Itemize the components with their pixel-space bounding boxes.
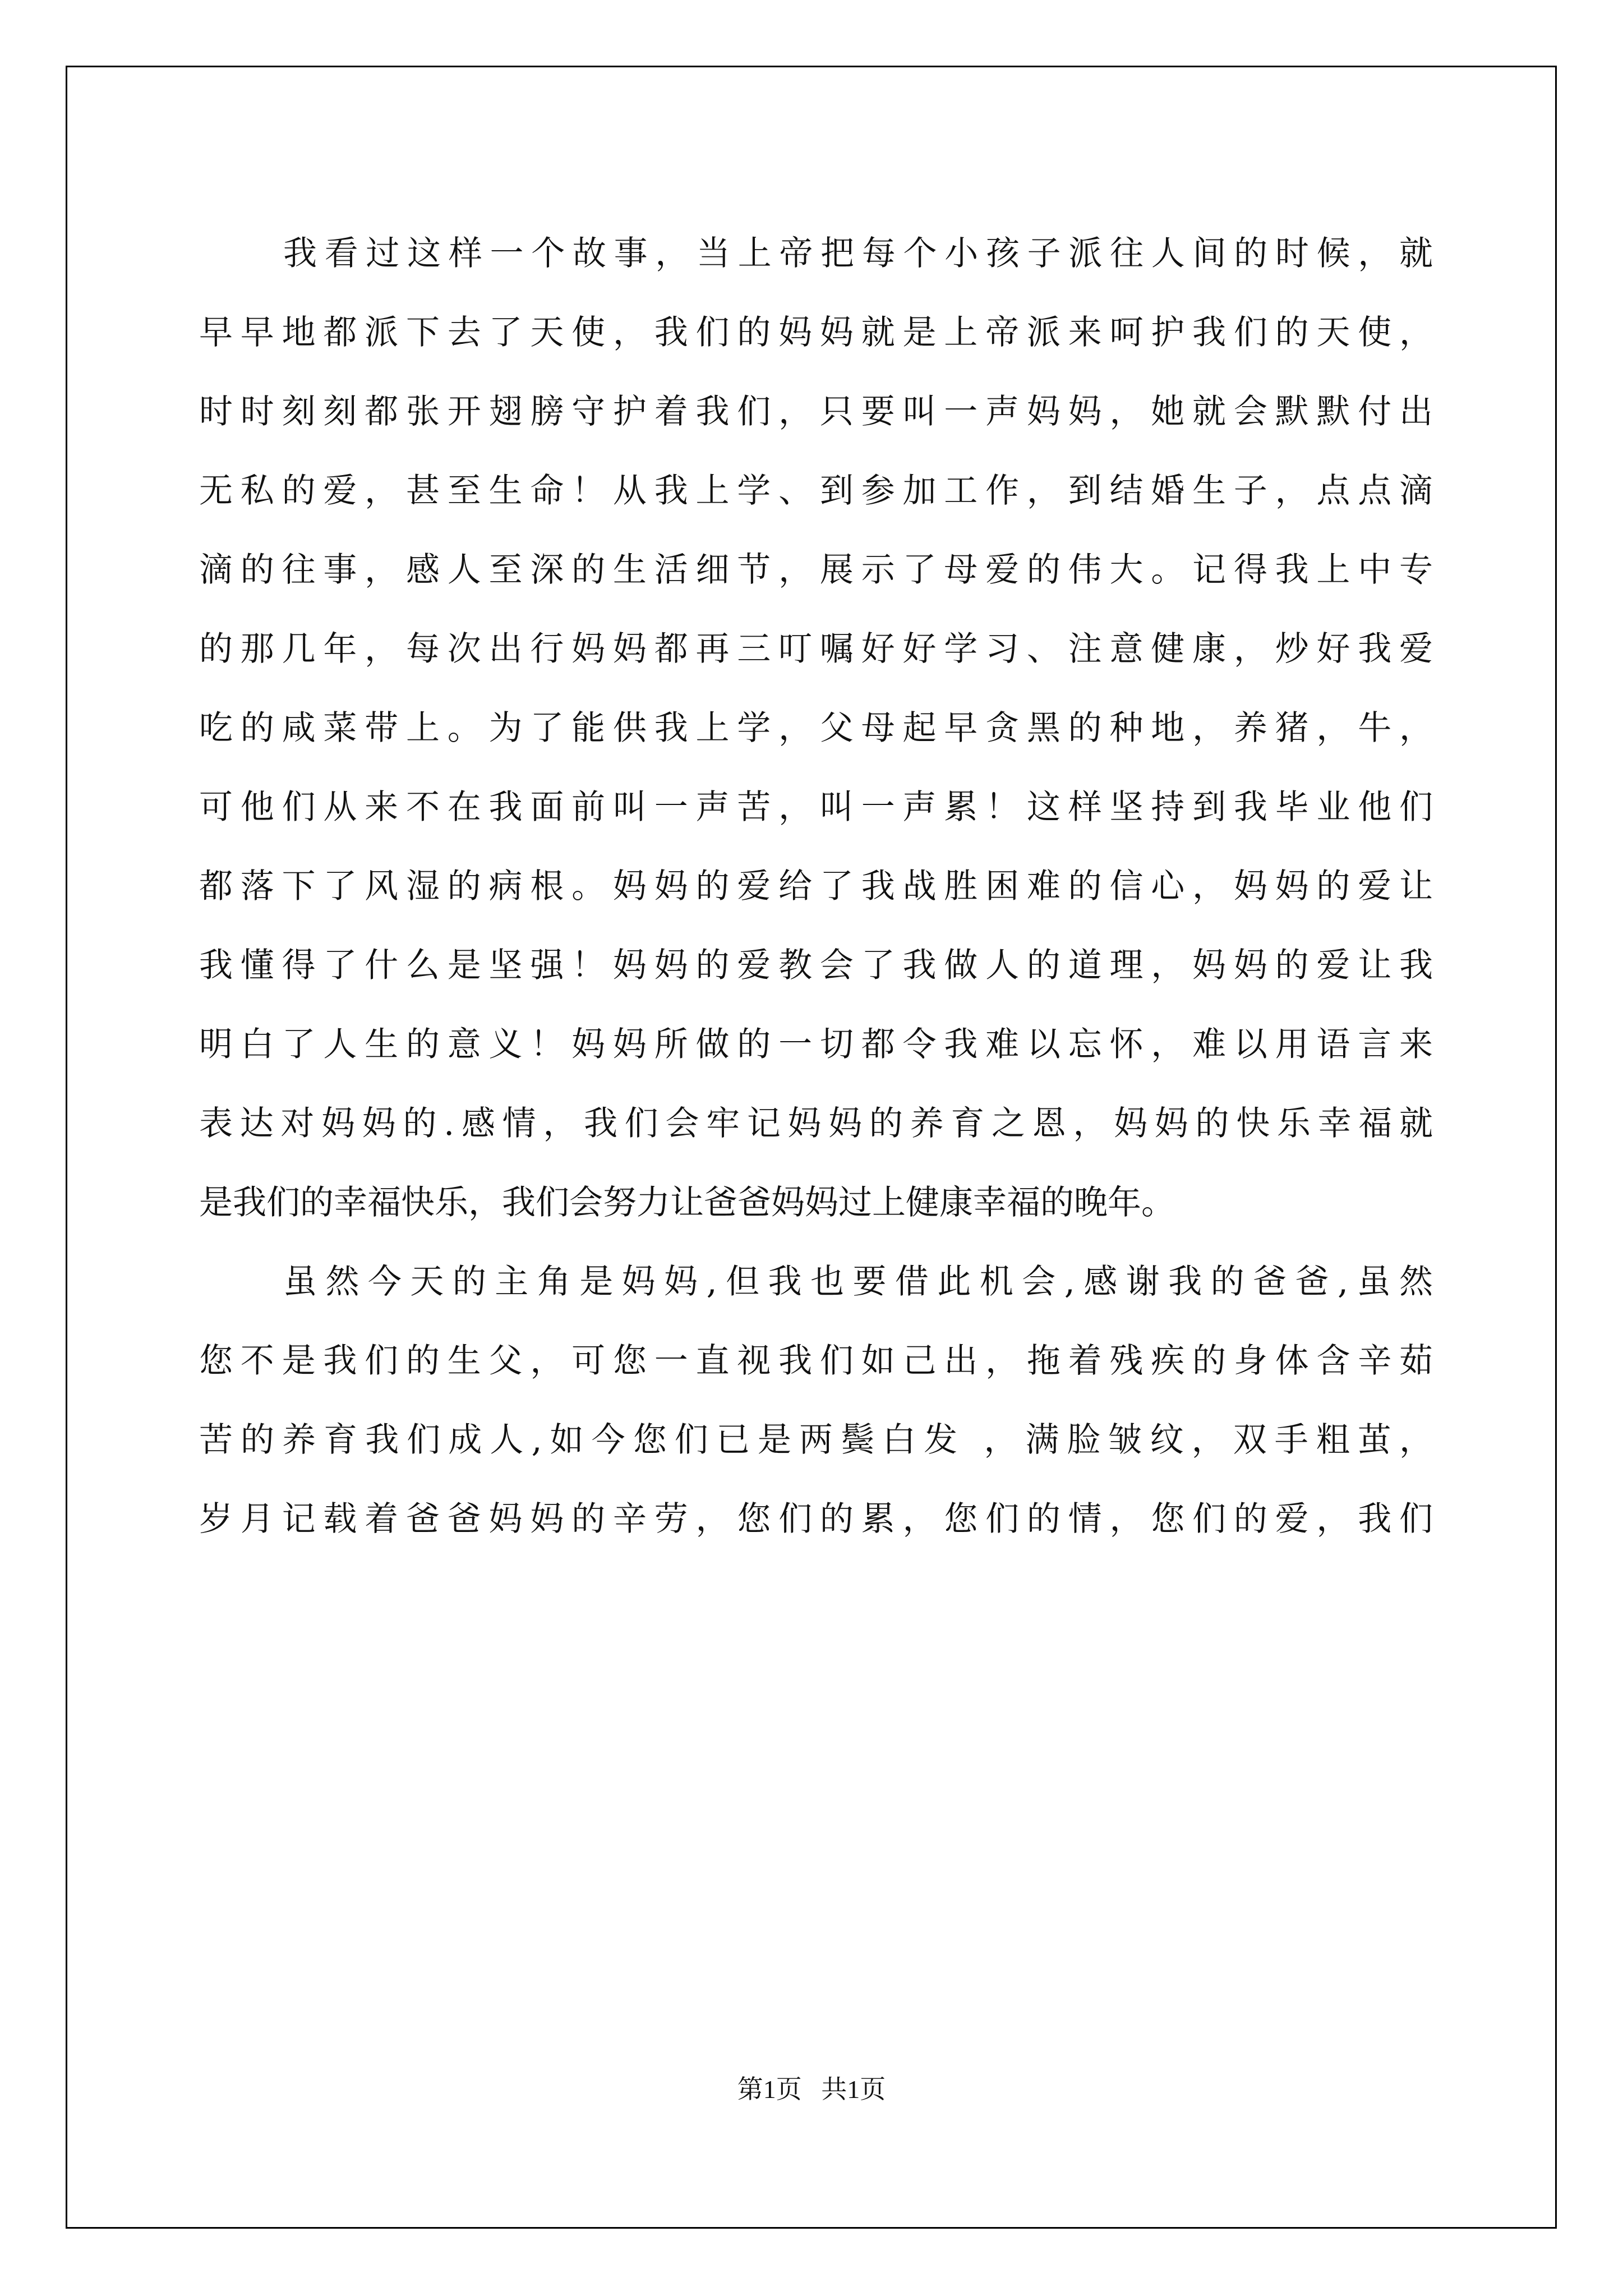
paragraph-1-line-6: 的那几年，每次出行妈妈都再三叮嘱好好学习、注意健康，炒好我爱 [199,629,1433,669]
paragraph-1-line-11: 明白了人生的意义！妈妈所做的一切都令我难以忘怀，难以用语言来 [199,1025,1433,1064]
paragraph-2-line-3: 苦的养育我们成人,如今您们已是两鬓白发 ，满脸皱纹，双手粗茧， [199,1420,1433,1460]
paragraph-1-line-2: 早早地都派下去了天使，我们的妈妈就是上帝派来呵护我们的天使， [199,313,1433,352]
paragraph-1-line-7: 吃的咸菜带上。为了能供我上学，父母起早贪黑的种地，养猪，牛， [199,708,1433,748]
paragraph-1-line-12: 表达对妈妈的.感情，我们会牢记妈妈的养育之恩，妈妈的快乐幸福就 [199,1104,1433,1143]
paragraph-1-line-8: 可他们从来不在我面前叫一声苦，叫一声累！这样坚持到我毕业他们 [199,788,1433,827]
paragraph-1-line-13: 是我们的幸福快乐，我们会努力让爸爸妈妈过上健康幸福的晚年。 [199,1183,1175,1222]
paragraph-1-line-5: 滴的往事，感人至深的生活细节，展示了母爱的伟大。记得我上中专 [199,550,1433,590]
paragraph-2-line-4: 岁月记载着爸爸妈妈的辛劳，您们的累，您们的情，您们的爱，我们 [199,1499,1433,1539]
paragraph-1-line-3: 时时刻刻都张开翅膀守护着我们，只要叫一声妈妈，她就会默默付出 [199,392,1433,431]
page-footer: 第1页 共1页 [737,2075,886,2104]
paragraph-1-line-10: 我懂得了什么是坚强！妈妈的爱教会了我做人的道理，妈妈的爱让我 [199,946,1433,985]
paragraph-1-line-4: 无私的爱，甚至生命！从我上学、到参加工作，到结婚生子，点点滴 [199,471,1433,510]
paragraph-2-line-2: 您不是我们的生父，可您一直视我们如己出，拖着残疾的身体含辛茹 [199,1341,1433,1381]
paragraph-2-line-1: 虽然今天的主角是妈妈,但我也要借此机会,感谢我的爸爸,虽然 [283,1262,1433,1301]
paragraph-1-line-9: 都落下了风湿的病根。妈妈的爱给了我战胜困难的信心，妈妈的爱让 [199,867,1433,906]
paragraph-1-line-1: 我看过这样一个故事，当上帝把每个小孩子派往人间的时候，就 [283,234,1433,273]
